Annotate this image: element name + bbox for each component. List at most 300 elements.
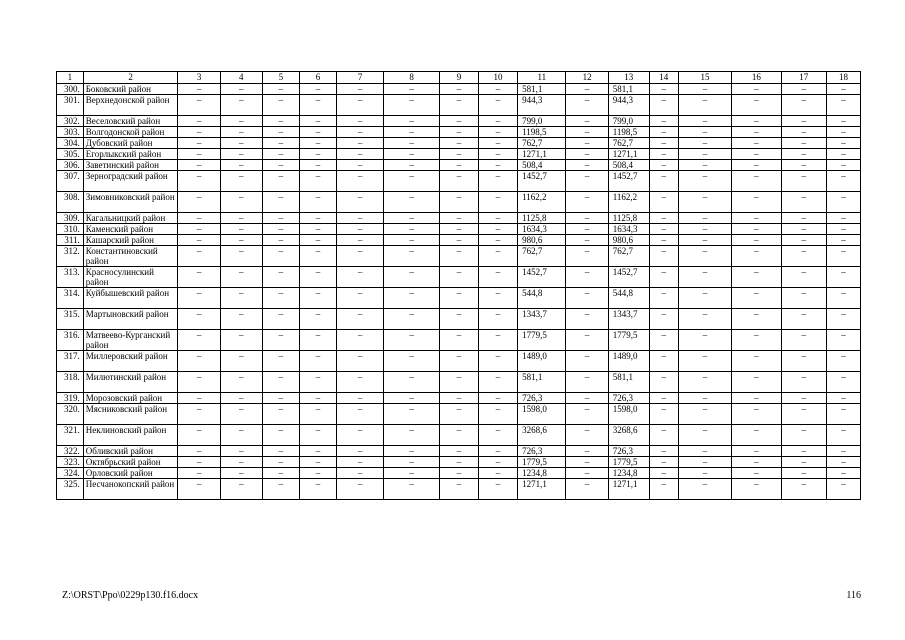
table-row: [57, 160, 861, 171]
row-number: 318.: [57, 372, 84, 393]
table-row: [57, 309, 861, 330]
empty-dash: –: [178, 393, 220, 404]
value-col-13: 3268,6: [608, 425, 649, 446]
empty-dash: –: [336, 309, 383, 330]
empty-dash: –: [336, 95, 383, 116]
empty-dash: –: [178, 404, 220, 425]
empty-dash: –: [566, 149, 608, 160]
district-name: Веселовский район: [83, 116, 178, 127]
empty-dash: –: [678, 393, 732, 404]
table-row: [57, 171, 861, 192]
empty-dash: –: [678, 351, 732, 372]
empty-dash: –: [479, 372, 518, 393]
table-row: [57, 246, 861, 267]
empty-dash: –: [336, 457, 383, 468]
column-header: 9: [439, 72, 478, 84]
empty-dash: –: [439, 404, 478, 425]
empty-dash: –: [649, 213, 678, 224]
district-name: Миллеровский район: [83, 351, 178, 372]
empty-dash: –: [479, 149, 518, 160]
empty-dash: –: [384, 479, 440, 500]
empty-dash: –: [384, 457, 440, 468]
empty-dash: –: [649, 192, 678, 213]
empty-dash: –: [826, 330, 860, 351]
value-col-13: 799,0: [608, 116, 649, 127]
empty-dash: –: [781, 404, 826, 425]
empty-dash: –: [649, 235, 678, 246]
empty-dash: –: [649, 224, 678, 235]
empty-dash: –: [826, 224, 860, 235]
empty-dash: –: [732, 138, 781, 149]
empty-dash: –: [178, 127, 220, 138]
value-col-13: 726,3: [608, 446, 649, 457]
district-name: Верхнедонской район: [83, 95, 178, 116]
row-number: 323.: [57, 457, 84, 468]
empty-dash: –: [439, 246, 478, 267]
empty-dash: –: [178, 425, 220, 446]
empty-dash: –: [384, 235, 440, 246]
value-col-11: 1452,7: [518, 171, 566, 192]
empty-dash: –: [781, 468, 826, 479]
empty-dash: –: [178, 116, 220, 127]
empty-dash: –: [220, 372, 262, 393]
column-header: 6: [299, 72, 336, 84]
empty-dash: –: [384, 138, 440, 149]
table-row: [57, 192, 861, 213]
empty-dash: –: [299, 479, 336, 500]
empty-dash: –: [178, 246, 220, 267]
row-number: 311.: [57, 235, 84, 246]
value-col-11: 1489,0: [518, 351, 566, 372]
value-col-11: 726,3: [518, 446, 566, 457]
empty-dash: –: [781, 224, 826, 235]
column-header: 13: [608, 72, 649, 84]
empty-dash: –: [732, 149, 781, 160]
table-row: [57, 149, 861, 160]
value-col-13: 581,1: [608, 84, 649, 95]
empty-dash: –: [566, 224, 608, 235]
empty-dash: –: [781, 351, 826, 372]
value-col-11: 726,3: [518, 393, 566, 404]
empty-dash: –: [678, 479, 732, 500]
page-number: 116: [846, 590, 861, 601]
value-col-13: 762,7: [608, 246, 649, 267]
empty-dash: –: [781, 372, 826, 393]
empty-dash: –: [732, 330, 781, 351]
district-name: Константиновский район: [83, 246, 178, 267]
empty-dash: –: [678, 138, 732, 149]
empty-dash: –: [299, 267, 336, 288]
value-col-11: 1234,8: [518, 468, 566, 479]
empty-dash: –: [299, 235, 336, 246]
empty-dash: –: [781, 457, 826, 468]
empty-dash: –: [439, 138, 478, 149]
empty-dash: –: [439, 224, 478, 235]
empty-dash: –: [178, 468, 220, 479]
empty-dash: –: [336, 267, 383, 288]
district-name: Боковский район: [83, 84, 178, 95]
empty-dash: –: [566, 127, 608, 138]
empty-dash: –: [220, 457, 262, 468]
district-name: Зимовниковский район: [83, 192, 178, 213]
empty-dash: –: [439, 479, 478, 500]
empty-dash: –: [566, 116, 608, 127]
value-col-11: 1452,7: [518, 267, 566, 288]
row-number: 322.: [57, 446, 84, 457]
empty-dash: –: [262, 425, 299, 446]
empty-dash: –: [732, 246, 781, 267]
empty-dash: –: [678, 160, 732, 171]
empty-dash: –: [732, 309, 781, 330]
district-name: Дубовский район: [83, 138, 178, 149]
empty-dash: –: [826, 246, 860, 267]
column-header: 1: [57, 72, 84, 84]
empty-dash: –: [479, 171, 518, 192]
empty-dash: –: [566, 404, 608, 425]
empty-dash: –: [781, 425, 826, 446]
empty-dash: –: [781, 171, 826, 192]
empty-dash: –: [262, 160, 299, 171]
district-name: Кашарский район: [83, 235, 178, 246]
value-col-11: 1779,5: [518, 330, 566, 351]
empty-dash: –: [262, 468, 299, 479]
empty-dash: –: [479, 116, 518, 127]
district-name: Куйбышевский район: [83, 288, 178, 309]
column-header: 4: [220, 72, 262, 84]
empty-dash: –: [479, 425, 518, 446]
district-name: Мясниковский район: [83, 404, 178, 425]
empty-dash: –: [649, 138, 678, 149]
empty-dash: –: [262, 235, 299, 246]
empty-dash: –: [299, 116, 336, 127]
district-name: Зерноградский район: [83, 171, 178, 192]
empty-dash: –: [826, 372, 860, 393]
column-header: 16: [732, 72, 781, 84]
empty-dash: –: [220, 267, 262, 288]
empty-dash: –: [826, 446, 860, 457]
empty-dash: –: [479, 160, 518, 171]
empty-dash: –: [678, 116, 732, 127]
empty-dash: –: [566, 309, 608, 330]
empty-dash: –: [384, 351, 440, 372]
value-col-11: 1634,3: [518, 224, 566, 235]
row-number: 308.: [57, 192, 84, 213]
empty-dash: –: [336, 138, 383, 149]
empty-dash: –: [336, 468, 383, 479]
row-number: 304.: [57, 138, 84, 149]
empty-dash: –: [732, 235, 781, 246]
empty-dash: –: [678, 95, 732, 116]
table-row: [57, 84, 861, 95]
district-name: Волгодонской район: [83, 127, 178, 138]
empty-dash: –: [384, 393, 440, 404]
empty-dash: –: [479, 404, 518, 425]
district-name: Каменский район: [83, 224, 178, 235]
district-name: Заветинский район: [83, 160, 178, 171]
row-number: 300.: [57, 84, 84, 95]
district-name: Красносулинский район: [83, 267, 178, 288]
value-col-13: 508,4: [608, 160, 649, 171]
table-row: [57, 138, 861, 149]
empty-dash: –: [566, 160, 608, 171]
table-row: [57, 213, 861, 224]
empty-dash: –: [566, 479, 608, 500]
row-number: 310.: [57, 224, 84, 235]
column-header: 12: [566, 72, 608, 84]
empty-dash: –: [678, 425, 732, 446]
empty-dash: –: [566, 468, 608, 479]
empty-dash: –: [678, 84, 732, 95]
empty-dash: –: [566, 351, 608, 372]
row-number: 320.: [57, 404, 84, 425]
value-col-13: 1271,1: [608, 149, 649, 160]
empty-dash: –: [439, 127, 478, 138]
empty-dash: –: [262, 213, 299, 224]
district-name: Милютинский район: [83, 372, 178, 393]
value-col-13: 1598,0: [608, 404, 649, 425]
empty-dash: –: [732, 425, 781, 446]
value-col-13: 1198,5: [608, 127, 649, 138]
empty-dash: –: [781, 127, 826, 138]
row-number: 315.: [57, 309, 84, 330]
empty-dash: –: [781, 246, 826, 267]
empty-dash: –: [566, 235, 608, 246]
empty-dash: –: [479, 95, 518, 116]
empty-dash: –: [220, 192, 262, 213]
empty-dash: –: [649, 267, 678, 288]
empty-dash: –: [678, 192, 732, 213]
empty-dash: –: [336, 479, 383, 500]
empty-dash: –: [649, 404, 678, 425]
empty-dash: –: [566, 267, 608, 288]
empty-dash: –: [336, 235, 383, 246]
empty-dash: –: [781, 149, 826, 160]
empty-dash: –: [566, 330, 608, 351]
empty-dash: –: [649, 330, 678, 351]
empty-dash: –: [649, 160, 678, 171]
empty-dash: –: [262, 372, 299, 393]
table-row: [57, 468, 861, 479]
empty-dash: –: [678, 468, 732, 479]
empty-dash: –: [479, 213, 518, 224]
value-col-13: 726,3: [608, 393, 649, 404]
district-name: Обливский район: [83, 446, 178, 457]
value-col-13: 1779,5: [608, 330, 649, 351]
table-header-row: [57, 72, 861, 84]
empty-dash: –: [384, 171, 440, 192]
empty-dash: –: [336, 393, 383, 404]
empty-dash: –: [178, 84, 220, 95]
empty-dash: –: [678, 267, 732, 288]
empty-dash: –: [299, 468, 336, 479]
empty-dash: –: [678, 235, 732, 246]
empty-dash: –: [220, 116, 262, 127]
empty-dash: –: [439, 192, 478, 213]
empty-dash: –: [732, 213, 781, 224]
empty-dash: –: [566, 171, 608, 192]
value-col-13: 1234,8: [608, 468, 649, 479]
table-row: [57, 267, 861, 288]
row-number: 314.: [57, 288, 84, 309]
empty-dash: –: [439, 468, 478, 479]
empty-dash: –: [220, 224, 262, 235]
empty-dash: –: [220, 479, 262, 500]
empty-dash: –: [384, 192, 440, 213]
value-col-11: 1343,7: [518, 309, 566, 330]
empty-dash: –: [336, 404, 383, 425]
empty-dash: –: [826, 138, 860, 149]
empty-dash: –: [678, 309, 732, 330]
empty-dash: –: [384, 246, 440, 267]
value-col-11: 1271,1: [518, 149, 566, 160]
empty-dash: –: [479, 246, 518, 267]
empty-dash: –: [299, 171, 336, 192]
empty-dash: –: [649, 393, 678, 404]
column-header: 8: [384, 72, 440, 84]
empty-dash: –: [384, 267, 440, 288]
empty-dash: –: [336, 288, 383, 309]
value-col-11: 1598,0: [518, 404, 566, 425]
row-number: 301.: [57, 95, 84, 116]
value-col-13: 1452,7: [608, 171, 649, 192]
row-number: 307.: [57, 171, 84, 192]
empty-dash: –: [220, 330, 262, 351]
value-col-13: 544,8: [608, 288, 649, 309]
value-col-13: 1162,2: [608, 192, 649, 213]
empty-dash: –: [678, 213, 732, 224]
empty-dash: –: [678, 372, 732, 393]
empty-dash: –: [178, 149, 220, 160]
empty-dash: –: [262, 330, 299, 351]
empty-dash: –: [178, 288, 220, 309]
empty-dash: –: [826, 84, 860, 95]
empty-dash: –: [439, 149, 478, 160]
empty-dash: –: [178, 213, 220, 224]
empty-dash: –: [732, 393, 781, 404]
district-name: Песчанокопский район: [83, 479, 178, 500]
table-row: [57, 372, 861, 393]
table-row: [57, 479, 861, 500]
empty-dash: –: [826, 404, 860, 425]
empty-dash: –: [299, 224, 336, 235]
empty-dash: –: [826, 425, 860, 446]
empty-dash: –: [678, 224, 732, 235]
table-row: [57, 351, 861, 372]
empty-dash: –: [336, 330, 383, 351]
value-col-11: 1198,5: [518, 127, 566, 138]
value-col-11: 3268,6: [518, 425, 566, 446]
empty-dash: –: [781, 213, 826, 224]
empty-dash: –: [479, 446, 518, 457]
value-col-11: 1779,5: [518, 457, 566, 468]
empty-dash: –: [384, 224, 440, 235]
empty-dash: –: [384, 116, 440, 127]
empty-dash: –: [262, 446, 299, 457]
empty-dash: –: [781, 84, 826, 95]
empty-dash: –: [178, 372, 220, 393]
empty-dash: –: [649, 84, 678, 95]
empty-dash: –: [336, 351, 383, 372]
column-header: 10: [479, 72, 518, 84]
empty-dash: –: [220, 95, 262, 116]
empty-dash: –: [439, 160, 478, 171]
empty-dash: –: [384, 127, 440, 138]
empty-dash: –: [826, 288, 860, 309]
empty-dash: –: [178, 95, 220, 116]
empty-dash: –: [826, 457, 860, 468]
table-row: [57, 224, 861, 235]
empty-dash: –: [479, 192, 518, 213]
empty-dash: –: [439, 330, 478, 351]
empty-dash: –: [439, 116, 478, 127]
empty-dash: –: [732, 404, 781, 425]
empty-dash: –: [678, 330, 732, 351]
empty-dash: –: [299, 127, 336, 138]
column-header: 5: [262, 72, 299, 84]
empty-dash: –: [220, 425, 262, 446]
empty-dash: –: [732, 479, 781, 500]
empty-dash: –: [439, 267, 478, 288]
empty-dash: –: [781, 330, 826, 351]
row-number: 324.: [57, 468, 84, 479]
value-col-13: 1343,7: [608, 309, 649, 330]
table-row: [57, 235, 861, 246]
empty-dash: –: [678, 171, 732, 192]
empty-dash: –: [566, 288, 608, 309]
empty-dash: –: [732, 127, 781, 138]
empty-dash: –: [649, 468, 678, 479]
empty-dash: –: [220, 404, 262, 425]
empty-dash: –: [678, 149, 732, 160]
empty-dash: –: [732, 160, 781, 171]
empty-dash: –: [781, 138, 826, 149]
empty-dash: –: [262, 393, 299, 404]
empty-dash: –: [178, 457, 220, 468]
empty-dash: –: [299, 84, 336, 95]
row-number: 325.: [57, 479, 84, 500]
empty-dash: –: [826, 235, 860, 246]
district-name: Кагальницкий район: [83, 213, 178, 224]
value-col-13: 980,6: [608, 235, 649, 246]
row-number: 313.: [57, 267, 84, 288]
empty-dash: –: [262, 457, 299, 468]
empty-dash: –: [299, 309, 336, 330]
empty-dash: –: [336, 116, 383, 127]
empty-dash: –: [732, 372, 781, 393]
empty-dash: –: [336, 213, 383, 224]
empty-dash: –: [262, 224, 299, 235]
empty-dash: –: [336, 160, 383, 171]
empty-dash: –: [479, 468, 518, 479]
empty-dash: –: [262, 309, 299, 330]
empty-dash: –: [781, 288, 826, 309]
empty-dash: –: [649, 446, 678, 457]
empty-dash: –: [732, 288, 781, 309]
empty-dash: –: [479, 235, 518, 246]
empty-dash: –: [566, 457, 608, 468]
empty-dash: –: [262, 351, 299, 372]
empty-dash: –: [178, 351, 220, 372]
empty-dash: –: [479, 288, 518, 309]
empty-dash: –: [384, 330, 440, 351]
value-col-11: 1162,2: [518, 192, 566, 213]
empty-dash: –: [220, 160, 262, 171]
empty-dash: –: [566, 246, 608, 267]
value-col-13: 1452,7: [608, 267, 649, 288]
empty-dash: –: [336, 446, 383, 457]
empty-dash: –: [678, 404, 732, 425]
value-col-13: 944,3: [608, 95, 649, 116]
